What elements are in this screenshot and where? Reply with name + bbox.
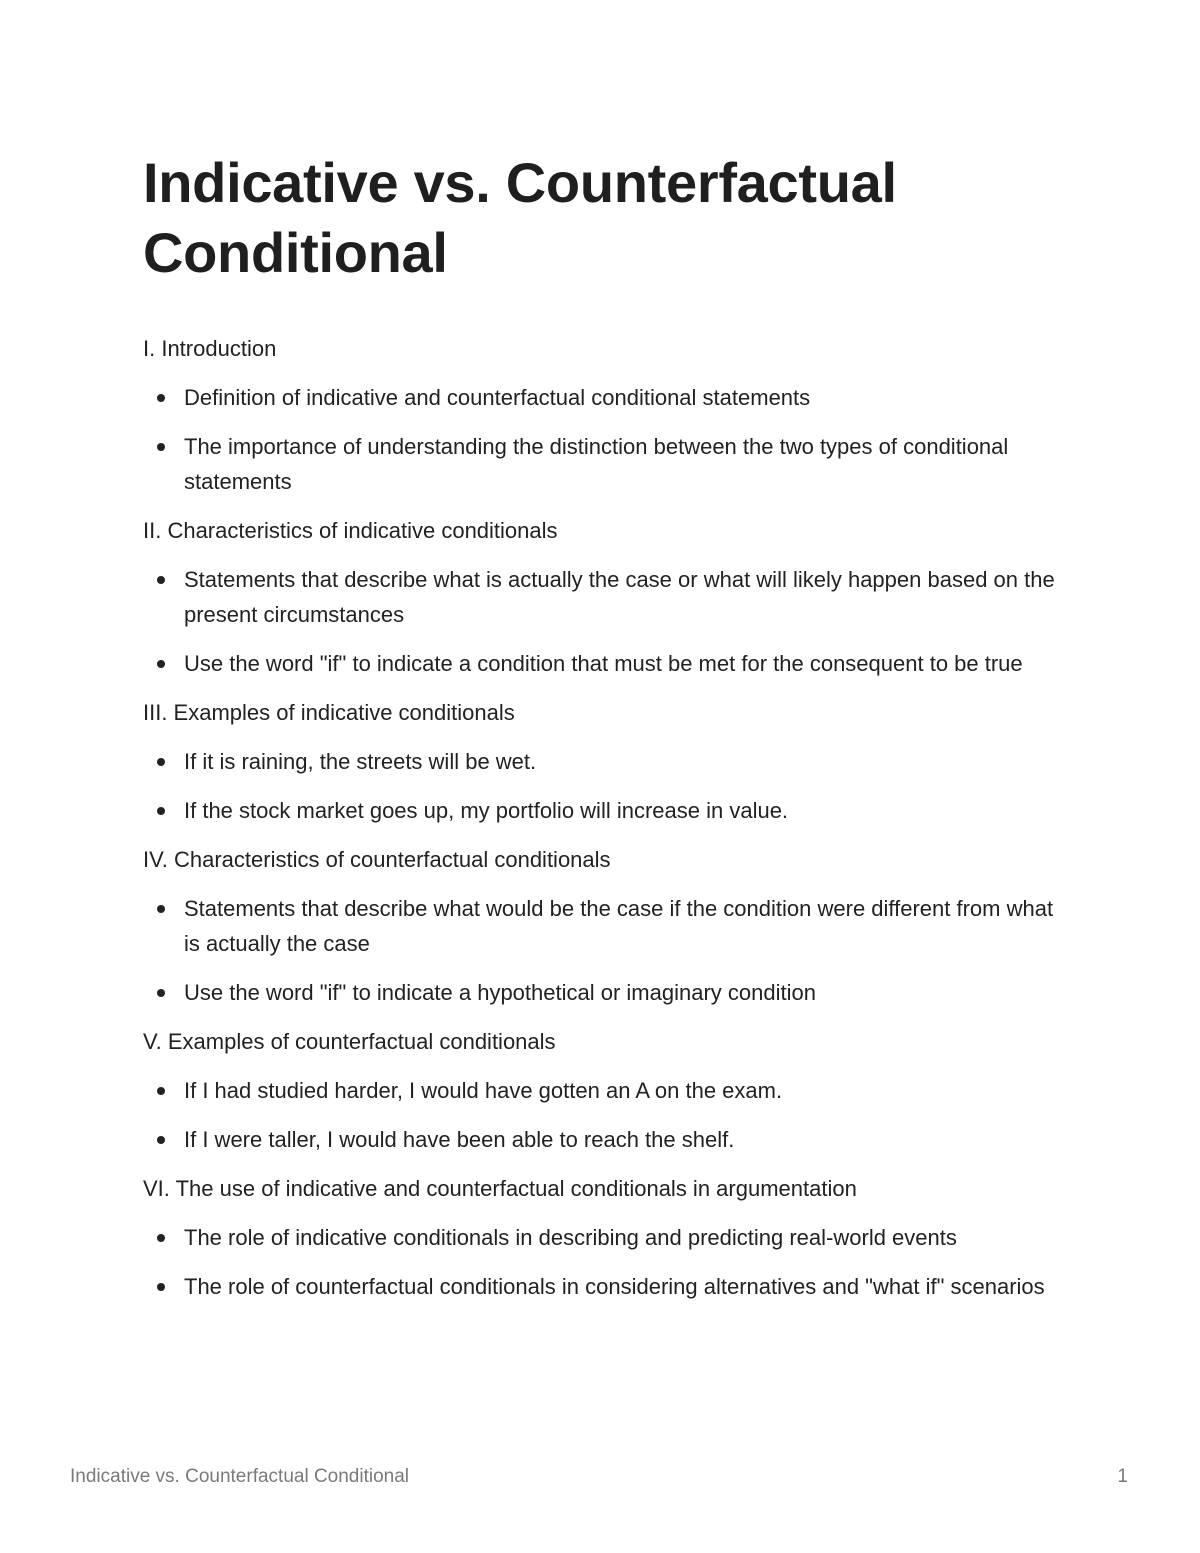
list-item <box>143 429 1073 499</box>
list-item-text: Use the word "if" to indicate a condition that must be met for the consequent to be true <box>184 651 1023 676</box>
list-item-text: If it is raining, the streets will be wet. <box>184 749 537 774</box>
list-item-text: If I had studied harder, I would have gotten an A on the exam. <box>184 1078 783 1103</box>
list-item <box>143 646 1073 681</box>
list-item-text: The role of counterfactual conditionals in considering alternatives and "what if" scenarios <box>184 1274 1045 1299</box>
list-item-text: Statements that describe what would be the case if the condition were different from what is actually the case <box>184 896 1054 956</box>
list-item <box>143 1220 1073 1255</box>
section-indicative-examples <box>143 695 1073 828</box>
section-heading: IV. Characteristics of counterfactual conditionals <box>143 847 611 872</box>
bullet-list <box>143 744 1073 828</box>
page-content <box>143 148 1073 1318</box>
list-item-text: The role of indicative conditionals in describing and predicting real-world events <box>184 1225 957 1250</box>
section-heading: III. Examples of indicative conditionals <box>143 700 515 725</box>
list-item <box>143 1122 1073 1157</box>
list-item <box>143 1073 1073 1108</box>
bullet-icon <box>157 443 165 451</box>
bullet-icon <box>157 1087 165 1095</box>
footer-title: Indicative vs. Counterfactual Conditional <box>70 1466 410 1487</box>
bullet-icon <box>157 989 165 997</box>
list-item-text: Use the word "if" to indicate a hypothetical or imaginary condition <box>184 980 816 1005</box>
bullet-list <box>143 1073 1073 1157</box>
list-item-text: The importance of understanding the distinction between the two types of conditional statements <box>184 434 1009 494</box>
list-item <box>143 891 1073 961</box>
bullet-list <box>143 1220 1073 1304</box>
bullet-icon <box>157 1136 165 1144</box>
outline <box>143 331 1073 1304</box>
bullet-icon <box>157 905 165 913</box>
section-heading: II. Characteristics of indicative conditionals <box>143 518 558 543</box>
section-indicative-characteristics <box>143 513 1073 681</box>
list-item-text: If I were taller, I would have been able to reach the shelf. <box>184 1127 735 1152</box>
page-number: 1 <box>1117 1466 1128 1487</box>
section-heading: VI. The use of indicative and counterfactual conditionals in argumentation <box>143 1176 857 1201</box>
section-heading: V. Examples of counterfactual conditionals <box>143 1029 556 1054</box>
list-item <box>143 744 1073 779</box>
bullet-icon <box>157 807 165 815</box>
bullet-icon <box>157 660 165 668</box>
list-item <box>143 975 1073 1010</box>
list-item <box>143 380 1073 415</box>
page-footer <box>70 1465 1128 1489</box>
bullet-icon <box>157 1234 165 1242</box>
bullet-list <box>143 891 1073 1010</box>
list-item <box>143 1269 1073 1304</box>
bullet-icon <box>157 394 165 402</box>
list-item-text: Definition of indicative and counterfactual conditional statements <box>184 385 811 410</box>
list-item <box>143 562 1073 632</box>
document-title: Indicative vs. Counterfactual Conditional <box>143 151 897 284</box>
section-argumentation <box>143 1171 1073 1304</box>
bullet-icon <box>157 758 165 766</box>
bullet-list <box>143 562 1073 681</box>
section-heading: I. Introduction <box>143 336 277 361</box>
section-counterfactual-examples <box>143 1024 1073 1157</box>
bullet-list <box>143 380 1073 499</box>
section-introduction <box>143 331 1073 499</box>
section-counterfactual-characteristics <box>143 842 1073 1010</box>
list-item-text: If the stock market goes up, my portfolio will increase in value. <box>184 798 789 823</box>
list-item <box>143 793 1073 828</box>
bullet-icon <box>157 576 165 584</box>
bullet-icon <box>157 1283 165 1291</box>
list-item-text: Statements that describe what is actually the case or what will likely happen based on the present circumstances <box>184 567 1055 627</box>
